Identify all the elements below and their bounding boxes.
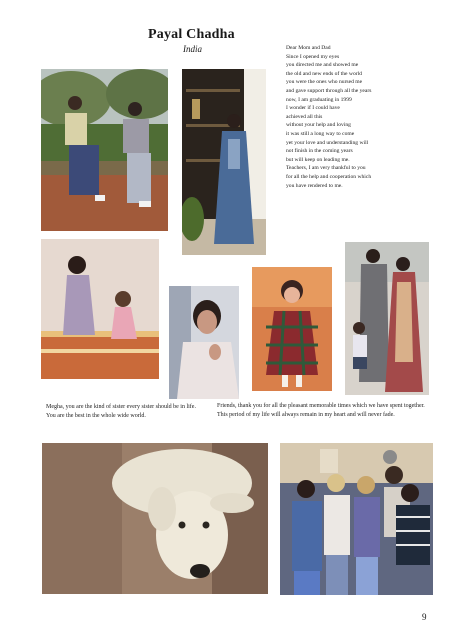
photo-woman-portrait	[169, 286, 239, 399]
letter-line: yet your love and understanding will	[286, 139, 369, 146]
letter-line: Teachers, I am very thankful to you	[286, 165, 366, 172]
letter-line: achieved all this	[286, 113, 323, 120]
letter-line: but will keep on leading me.	[286, 156, 350, 163]
letter-line: you directed me and showed me	[286, 62, 359, 69]
letter-line: you have rendered to me.	[286, 182, 343, 189]
letter-line: now, I am graduating in 1999	[286, 96, 352, 103]
letter-line: you were the ones who nursed me	[286, 79, 363, 86]
letter-line: without your help and loving	[286, 122, 351, 129]
letter-line: I wonder if I could have	[286, 105, 340, 112]
photo-two-women-garden	[41, 69, 168, 231]
letter-to-parents	[286, 44, 436, 190]
photo-child-plaid-dress	[252, 267, 332, 391]
photo-dog	[42, 443, 268, 594]
caption-friends: Friends, thank you for all the pleasant memorable times which we have spent together. This period of my life will always remain in my heart and will never fade.	[217, 403, 425, 418]
letter-line: for all the help and cooperation which	[286, 173, 372, 180]
photo-woman-blue-dress	[182, 69, 266, 255]
letter-line: Dear Mom and Dad	[286, 45, 331, 51]
letter-line: it was still a long way to come	[286, 130, 355, 137]
page-number: 9	[422, 612, 427, 622]
photo-friends-group	[280, 443, 433, 595]
photo-family-group	[345, 242, 429, 395]
caption-sister: Megha, you are the kind of sister every sister should be in life. You are the best in the whole wide world.	[46, 404, 196, 419]
letter-line: not finish in the coming years	[286, 148, 353, 155]
letter-line: and gave support through all the years	[286, 87, 372, 94]
country-subtitle: India	[183, 44, 202, 54]
letter-line: Since I opened my eyes	[286, 53, 340, 60]
letter-line: the old and new ends of the world	[286, 70, 362, 77]
page-title: Payal Chadha	[148, 27, 235, 42]
photo-two-girls-bench	[41, 239, 159, 379]
